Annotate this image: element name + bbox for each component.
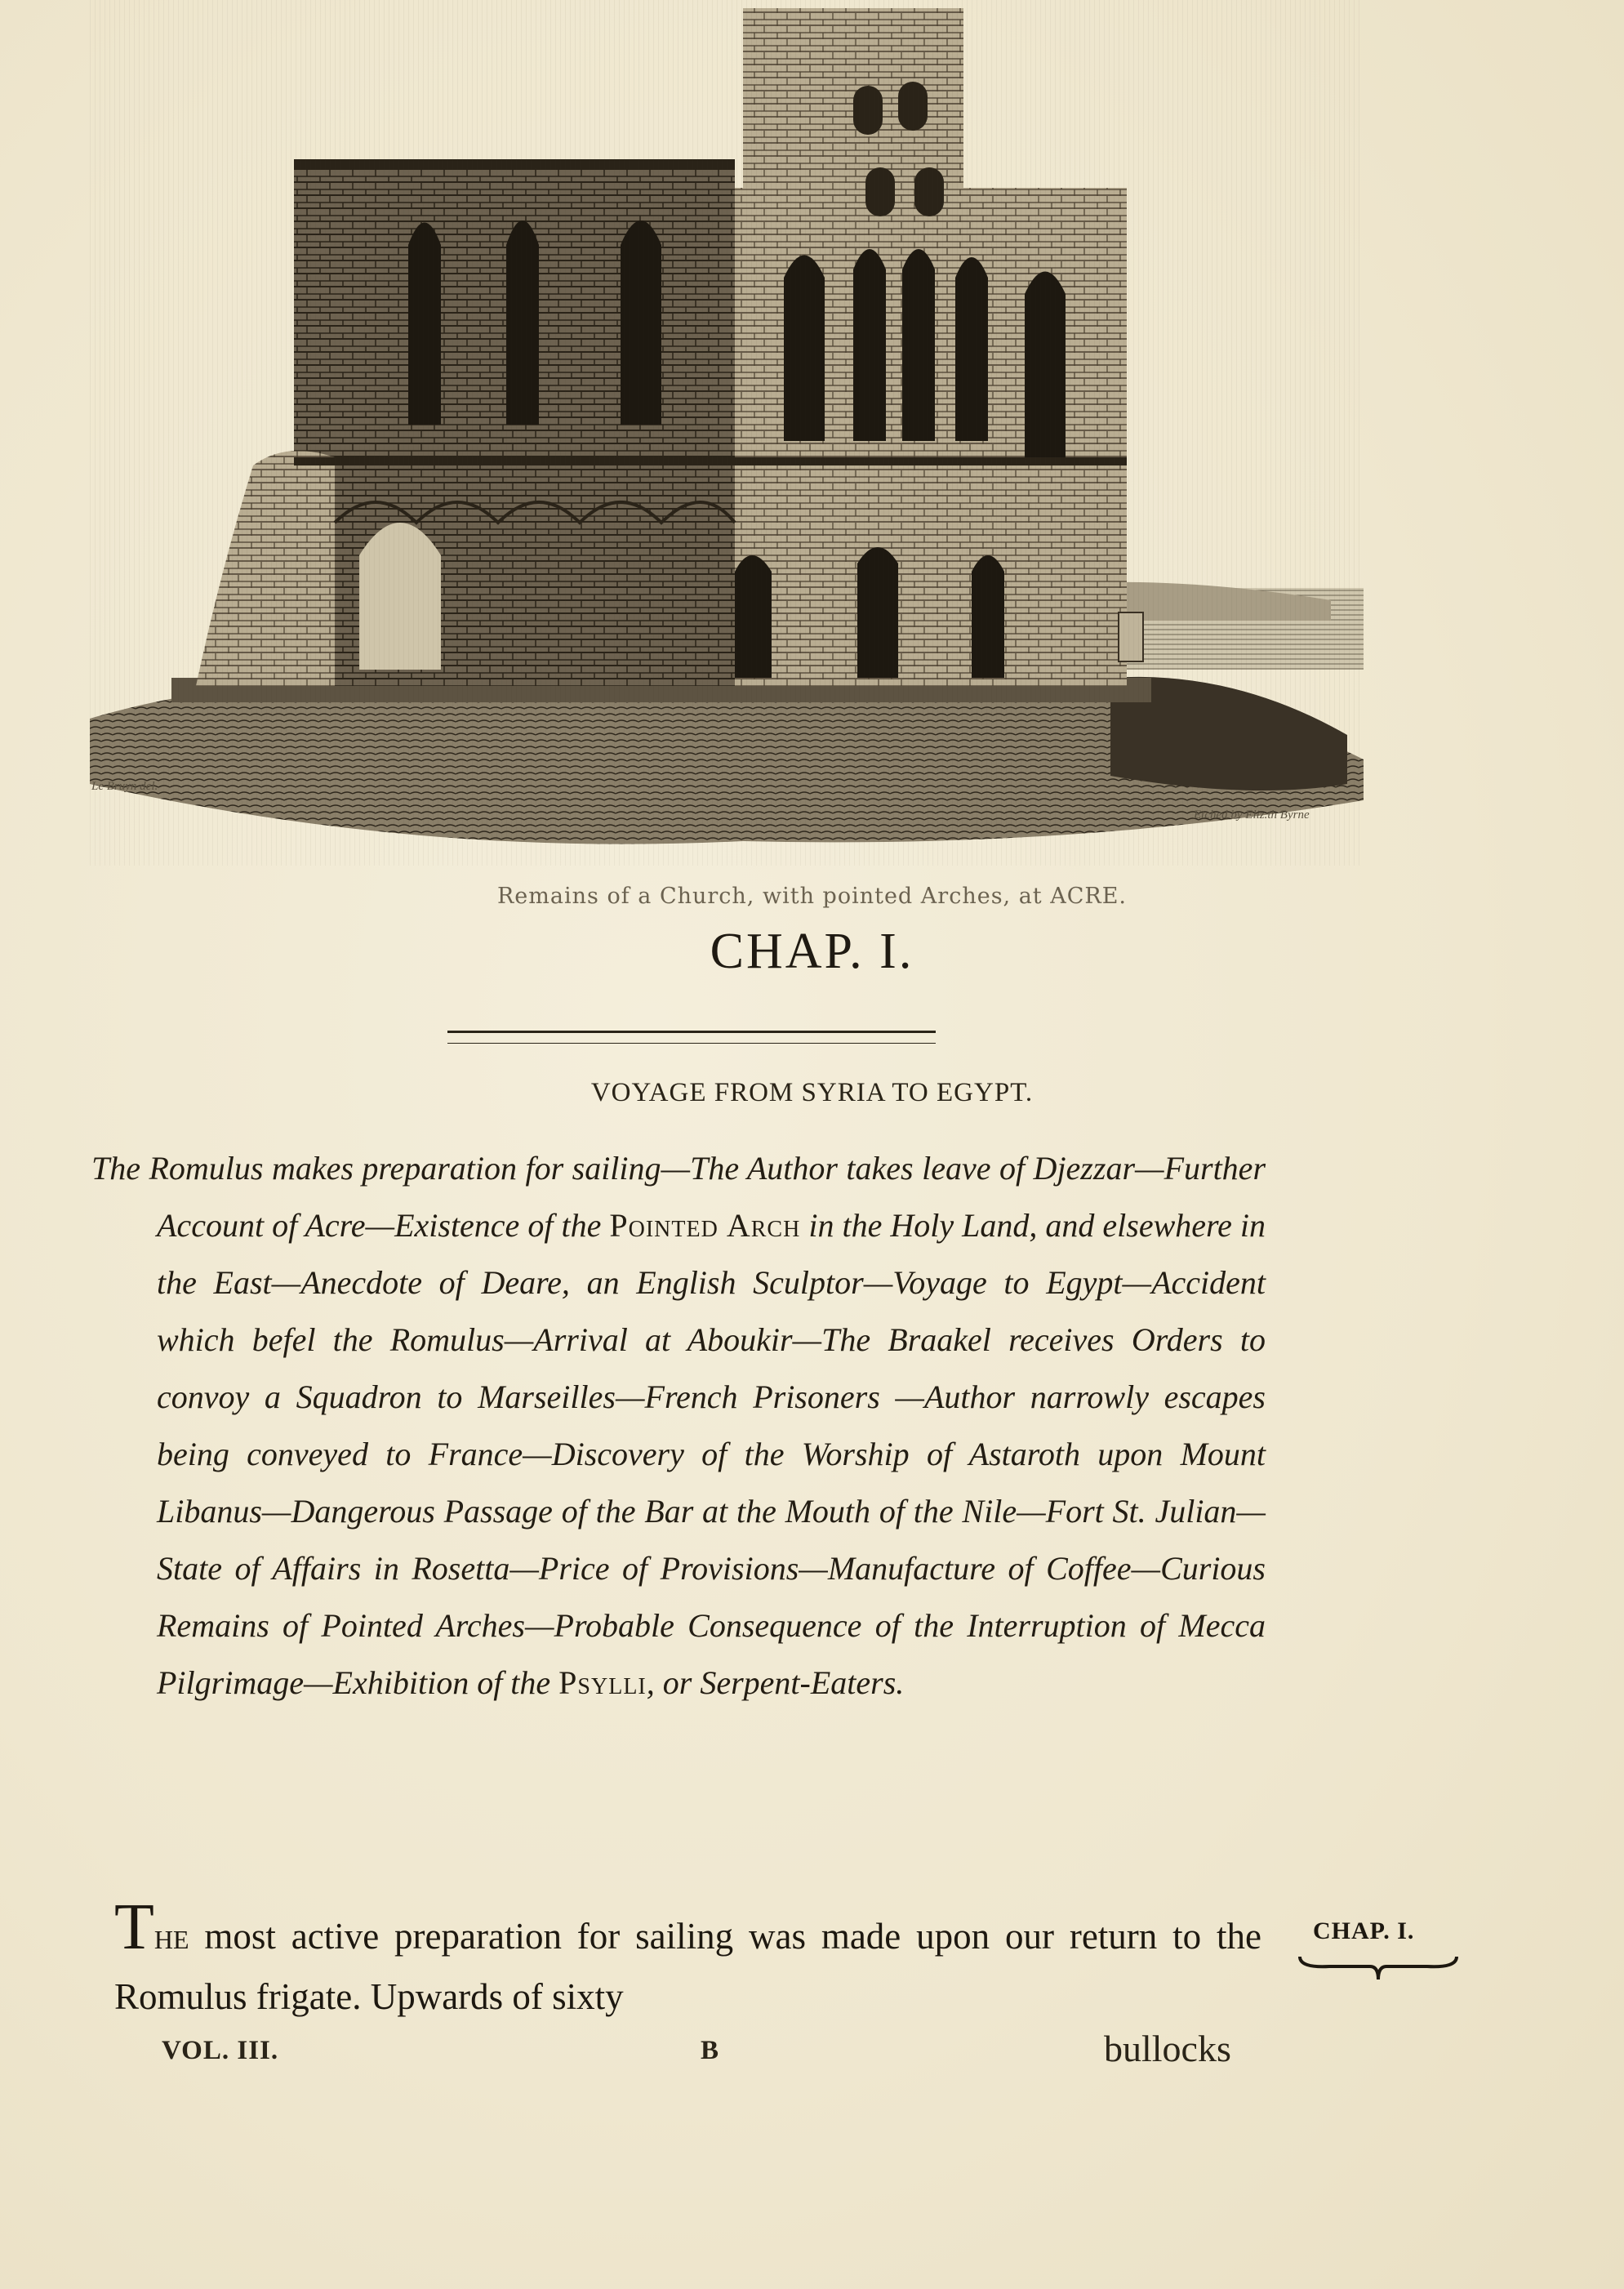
margin-chapter-note: CHAP. I. (1313, 1917, 1415, 1944)
artist-credit: Le Bruyn del. (91, 780, 158, 793)
drop-cap: T (114, 1891, 154, 1963)
summary-line: The Romulus makes preparation for sailing—The Author takes leave (91, 1150, 991, 1187)
volume-number: VOL. III. (162, 2036, 279, 2065)
summary-line: , or Serpent-Eaters. (646, 1664, 905, 1701)
catchword: bullocks (1104, 2028, 1231, 2069)
body-paragraph (114, 1891, 1261, 2027)
summary-smallcaps: Pointed (609, 1207, 719, 1244)
chapter-title: CHAP. I. (710, 924, 914, 979)
church-ruins-engraving (90, 0, 1364, 866)
first-word-rest: he (154, 1916, 189, 1957)
title-rule (447, 1031, 936, 1044)
summary-smallcaps: Arch (726, 1207, 801, 1244)
margin-brace (1297, 1952, 1460, 1984)
section-title: VOYAGE FROM SYRIA TO EGYPT. (590, 1078, 1034, 1107)
summary-line: in the Holy Land, and elsewhere in the East—Anecdote of Deare, an English Sculptor—Voyage to Egypt—Accident which befel the Romulus—Arrival at Aboukir—The Braakel receives Orders to convoy a Squadron to Marseilles—French Prisoners —Author narrowly escapes being conveyed to France—Discovery of the Worship of Astaroth upon Mount Libanus—Dangerous Passage of the Bar at the Mouth of the Nile—Fort St. Julian—State of Affairs in Rosetta—Price of Provisions—Manufacture of Coffee—Curious Remains of Pointed Arches—Probable Consequence of the Interruption of Mecca Pilgrimage—Exhibition of the (157, 1207, 1266, 1701)
summary-smallcaps: Psylli (558, 1664, 647, 1701)
etcher-credit: Etched by Eliz.th Byrne (1194, 808, 1310, 822)
body-text: most active preparation for sailing was made upon our return to the Romulus frigate. Upwards of sixty (114, 1916, 1261, 2017)
summary-line: of Djezzar—Further Account of Acre—Existence of the (157, 1150, 1266, 1244)
illustration-caption: Remains of a Church, with pointed Arches, at ACRE. (496, 884, 1128, 909)
chapter-summary (91, 1140, 1266, 1712)
signature-mark: B (701, 2036, 719, 2065)
